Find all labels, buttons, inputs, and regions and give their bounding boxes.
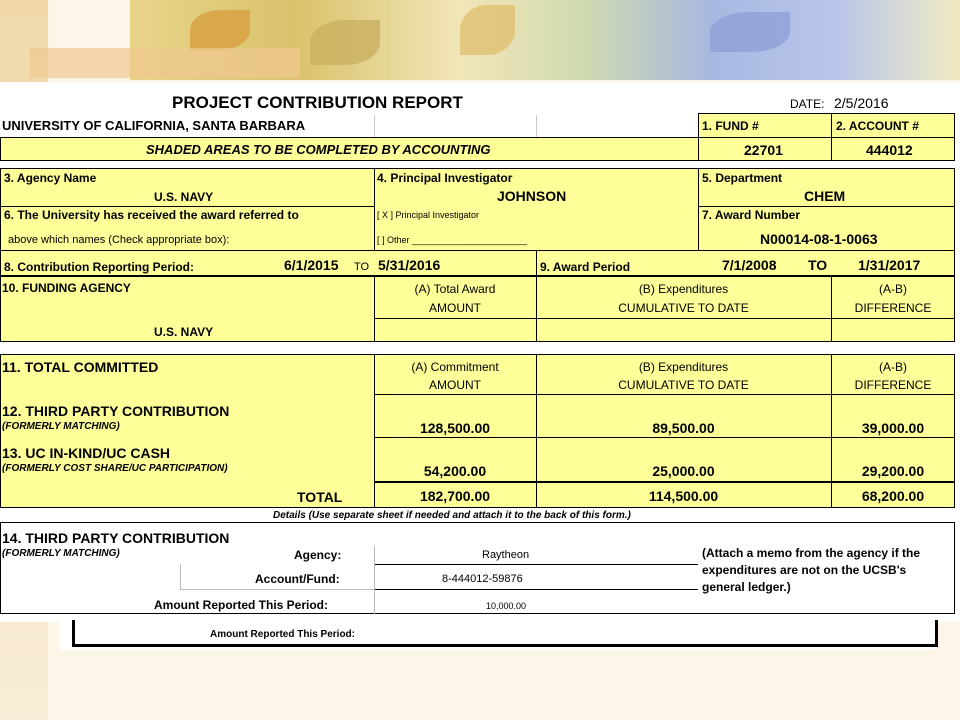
total-c: 68,200.00: [861, 488, 925, 504]
pi-value: JOHNSON: [497, 188, 567, 204]
funding-col-b-title: (B) Expenditures: [638, 282, 729, 296]
agency-value: U.S. NAVY: [154, 190, 214, 204]
award-period-label: 9. Award Period: [540, 260, 631, 274]
funding-agency-label: 10. FUNDING AGENCY: [2, 281, 131, 295]
funding-col-a-title: (A) Total Award: [414, 282, 496, 296]
committed-col-b-title: (B) Expenditures: [638, 360, 729, 374]
period-label: 8. Contribution Reporting Period:: [4, 260, 194, 274]
fund-value: 22701: [744, 142, 783, 158]
committed-col-b-sub: CUMULATIVE TO DATE: [618, 378, 749, 392]
third-party-sub: (FORMERLY MATCHING): [2, 548, 120, 559]
tp-agency-label: Agency:: [294, 548, 342, 562]
total-label: TOTAL: [297, 489, 343, 505]
committed-col-a-sub: AMOUNT: [429, 378, 481, 392]
shaded-note: SHADED AREAS TO BE COMPLETED BY ACCOUNTING: [146, 142, 491, 157]
leaf-decor: [190, 10, 250, 50]
committed-col-c-sub: DIFFERENCE: [854, 378, 932, 392]
date-label: DATE:: [790, 97, 825, 111]
funding-agency-value: U.S. NAVY: [154, 325, 214, 339]
row-uc-inkind-sub: (FORMERLY COST SHARE/UC PARTICIPATION): [2, 463, 228, 474]
funding-col-a-sub: AMOUNT: [429, 301, 481, 315]
row-uc-inkind-b: 25,000.00: [652, 463, 715, 479]
row-uc-inkind-a: 54,200.00: [423, 463, 487, 479]
period-to: 5/31/2016: [378, 257, 441, 273]
tp-memo: (Attach a memo from the agency if the expenditures are not on the UCSB's general ledger.): [702, 546, 921, 594]
total-b: 114,500.00: [648, 488, 719, 504]
award-number-label: 7. Award Number: [702, 208, 801, 222]
committed-label: 11. TOTAL COMMITTED: [2, 359, 159, 375]
row-third-party-b: 89,500.00: [652, 420, 715, 436]
row-uc-inkind-c: 29,200.00: [861, 463, 925, 479]
period-to-word: TO: [354, 261, 370, 273]
university-name: UNIVERSITY OF CALIFORNIA, SANTA BARBARA: [2, 118, 306, 133]
award-ref-label-2: above which names (Check appropriate box):: [8, 234, 230, 246]
leaf-decor: [460, 5, 515, 55]
total-a: 182,700.00: [419, 488, 491, 504]
committed-col-c-title: (A-B): [879, 360, 907, 374]
award-from: 7/1/2008: [722, 257, 777, 273]
row-third-party-sub: (FORMERLY MATCHING): [2, 421, 120, 432]
checkbox-other[interactable]: [ ] Other _______________________: [377, 235, 528, 245]
third-party-title: 14. THIRD PARTY CONTRIBUTION: [2, 530, 230, 546]
funding-col-c-sub: DIFFERENCE: [854, 301, 932, 315]
back-form-amount-label: Amount Reported This Period:: [210, 629, 355, 640]
leaf-decor: [310, 20, 380, 65]
row-third-party-a: 128,500.00: [419, 420, 491, 436]
fund-label: 1. FUND #: [702, 119, 759, 133]
back-form-box: [72, 620, 938, 647]
tp-amount-label: Amount Reported This Period:: [154, 598, 328, 612]
funding-col-c-title: (A-B): [879, 282, 907, 296]
checkbox-pi[interactable]: [ X ] Principal Investigator: [377, 210, 480, 220]
tp-account-value[interactable]: 8-444012-59876: [442, 573, 523, 585]
date-value: 2/5/2016: [834, 95, 889, 111]
report-title: PROJECT CONTRIBUTION REPORT: [172, 93, 463, 112]
tp-account-label: Account/Fund:: [255, 572, 340, 586]
pi-label: 4. Principal Investigator: [377, 171, 513, 185]
award-to-word: TO: [808, 257, 828, 273]
award-number-value: N00014-08-1-0063: [760, 231, 878, 247]
row-uc-inkind-title: 13. UC IN-KIND/UC CASH: [2, 445, 171, 461]
dept-label: 5. Department: [702, 171, 783, 185]
leaf-decor: [710, 12, 790, 52]
details-note: Details (Use separate sheet if needed and attach it to the back of this form.): [273, 510, 631, 521]
period-from: 6/1/2015: [284, 257, 339, 273]
tp-agency-value[interactable]: Raytheon: [482, 549, 530, 561]
award-ref-label: 6. The University has received the award referred to: [4, 208, 299, 222]
account-value: 444012: [866, 142, 913, 158]
orange-decor-strip: [30, 48, 300, 78]
row-third-party-c: 39,000.00: [861, 420, 925, 436]
award-to: 1/31/2017: [858, 257, 921, 273]
committed-col-a-title: (A) Commitment: [411, 360, 499, 374]
agency-label: 3. Agency Name: [4, 171, 97, 185]
funding-col-b-sub: CUMULATIVE TO DATE: [618, 301, 749, 315]
row-third-party-title: 12. THIRD PARTY CONTRIBUTION: [2, 403, 230, 419]
tp-amount-value[interactable]: 10,000.00: [486, 601, 527, 611]
account-label: 2. ACCOUNT #: [836, 119, 919, 133]
dept-value: CHEM: [804, 188, 846, 204]
